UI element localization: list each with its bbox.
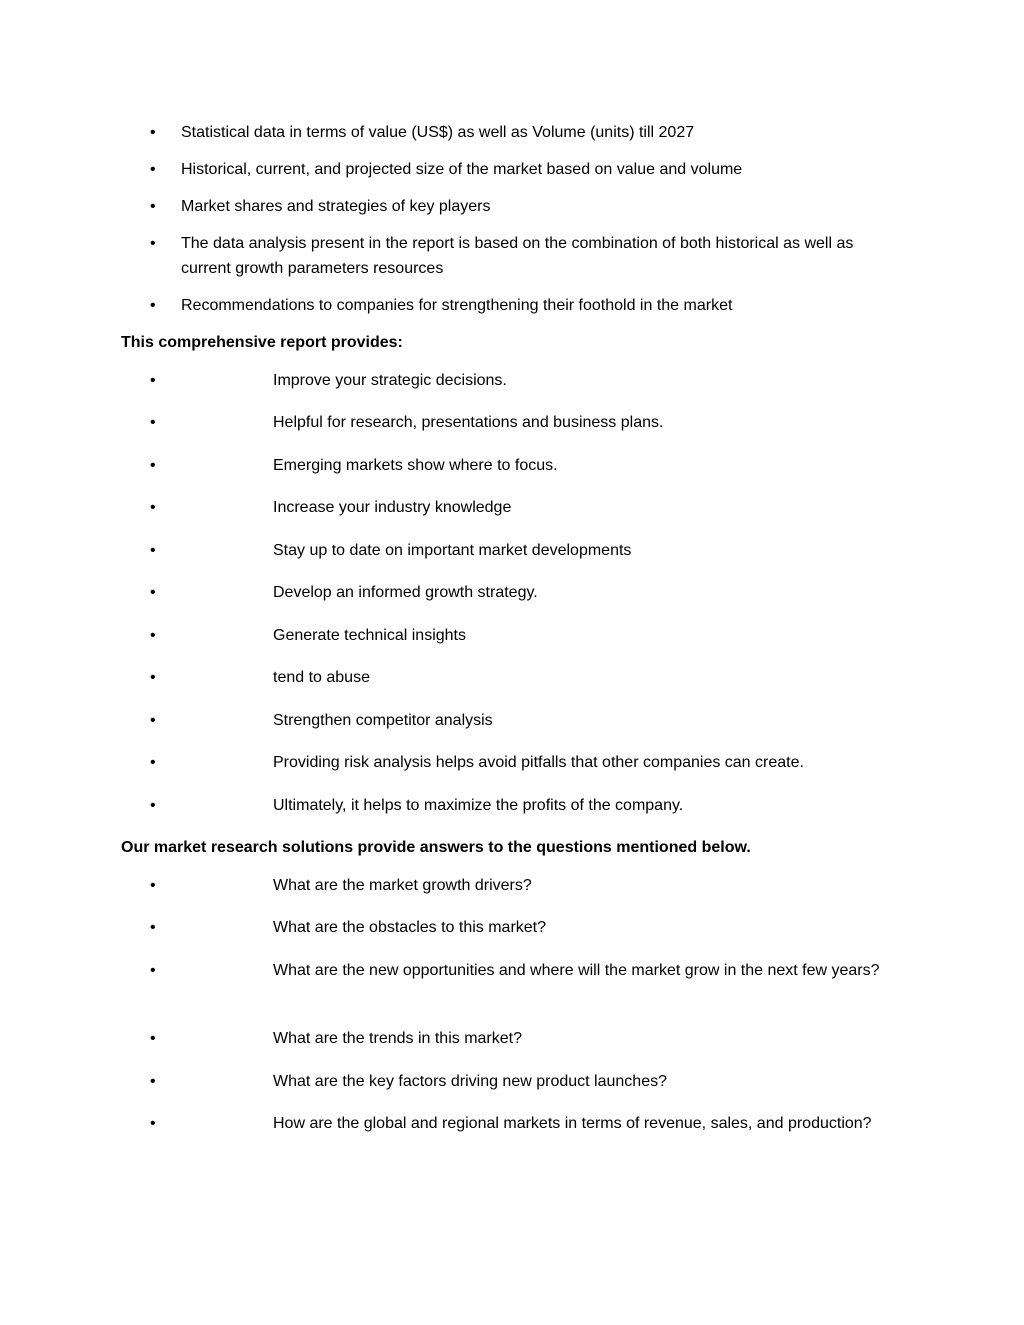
list-item-text: Statistical data in terms of value (US$) as well as Volume (units) till 2027 (181, 124, 695, 141)
bullet: • (150, 499, 156, 516)
list-item-text: The data analysis present in the report is based on the combination of both historical as well as current growth parameters resources (181, 235, 854, 277)
list-item-text: What are the market growth drivers? (273, 877, 532, 894)
bullet: • (150, 372, 156, 389)
bullet: • (150, 754, 156, 771)
bullet: • (150, 1030, 156, 1047)
list-item-text: Ultimately, it helps to maximize the profits of the company. (273, 797, 684, 814)
list-item-text: Market shares and strategies of key players (181, 198, 491, 215)
bullet: • (150, 414, 156, 431)
list-item-text: What are the trends in this market? (273, 1030, 522, 1047)
bullet: • (150, 669, 156, 686)
section-heading-provides: This comprehensive report provides: (121, 334, 403, 351)
list-item-text: Emerging markets show where to focus. (273, 457, 558, 474)
bullet: • (150, 877, 156, 894)
list-item-text: What are the key factors driving new product launches? (273, 1073, 667, 1090)
bullet: • (150, 198, 156, 215)
list-item-text: How are the global and regional markets in terms of revenue, sales, and production? (273, 1115, 872, 1132)
bullet: • (150, 962, 156, 979)
list-item-text: Stay up to date on important market developments (273, 542, 632, 559)
bullet: • (150, 797, 156, 814)
bullet: • (150, 542, 156, 559)
bullet: • (150, 1115, 156, 1132)
list-item-text: What are the new opportunities and where will the market grow in the next few years? (273, 962, 880, 979)
list-item-text: Improve your strategic decisions. (273, 372, 507, 389)
list-item-text: Increase your industry knowledge (273, 499, 512, 516)
bullet: • (150, 584, 156, 601)
list-item-text: Generate technical insights (273, 627, 466, 644)
list-item-text: Historical, current, and projected size of the market based on value and volume (181, 161, 743, 178)
list-item-text: Helpful for research, presentations and business plans. (273, 414, 664, 431)
bullet: • (150, 124, 156, 141)
bullet: • (150, 457, 156, 474)
section-heading-questions: Our market research solutions provide answers to the questions mentioned below. (121, 839, 751, 856)
list-item-text: Providing risk analysis helps avoid pitfalls that other companies can create. (273, 754, 804, 771)
bullet: • (150, 712, 156, 729)
list-item-text: Recommendations to companies for strengthening their foothold in the market (181, 297, 733, 314)
list-item-text: Strengthen competitor analysis (273, 712, 493, 729)
bullet: • (150, 161, 156, 178)
list-item-text: tend to abuse (273, 669, 370, 686)
bullet: • (150, 627, 156, 644)
bullet: • (150, 919, 156, 936)
bullet: • (150, 1073, 156, 1090)
bullet: • (150, 297, 156, 314)
list-item-text: What are the obstacles to this market? (273, 919, 547, 936)
bullet: • (150, 235, 156, 252)
list-item-text: Develop an informed growth strategy. (273, 584, 538, 601)
